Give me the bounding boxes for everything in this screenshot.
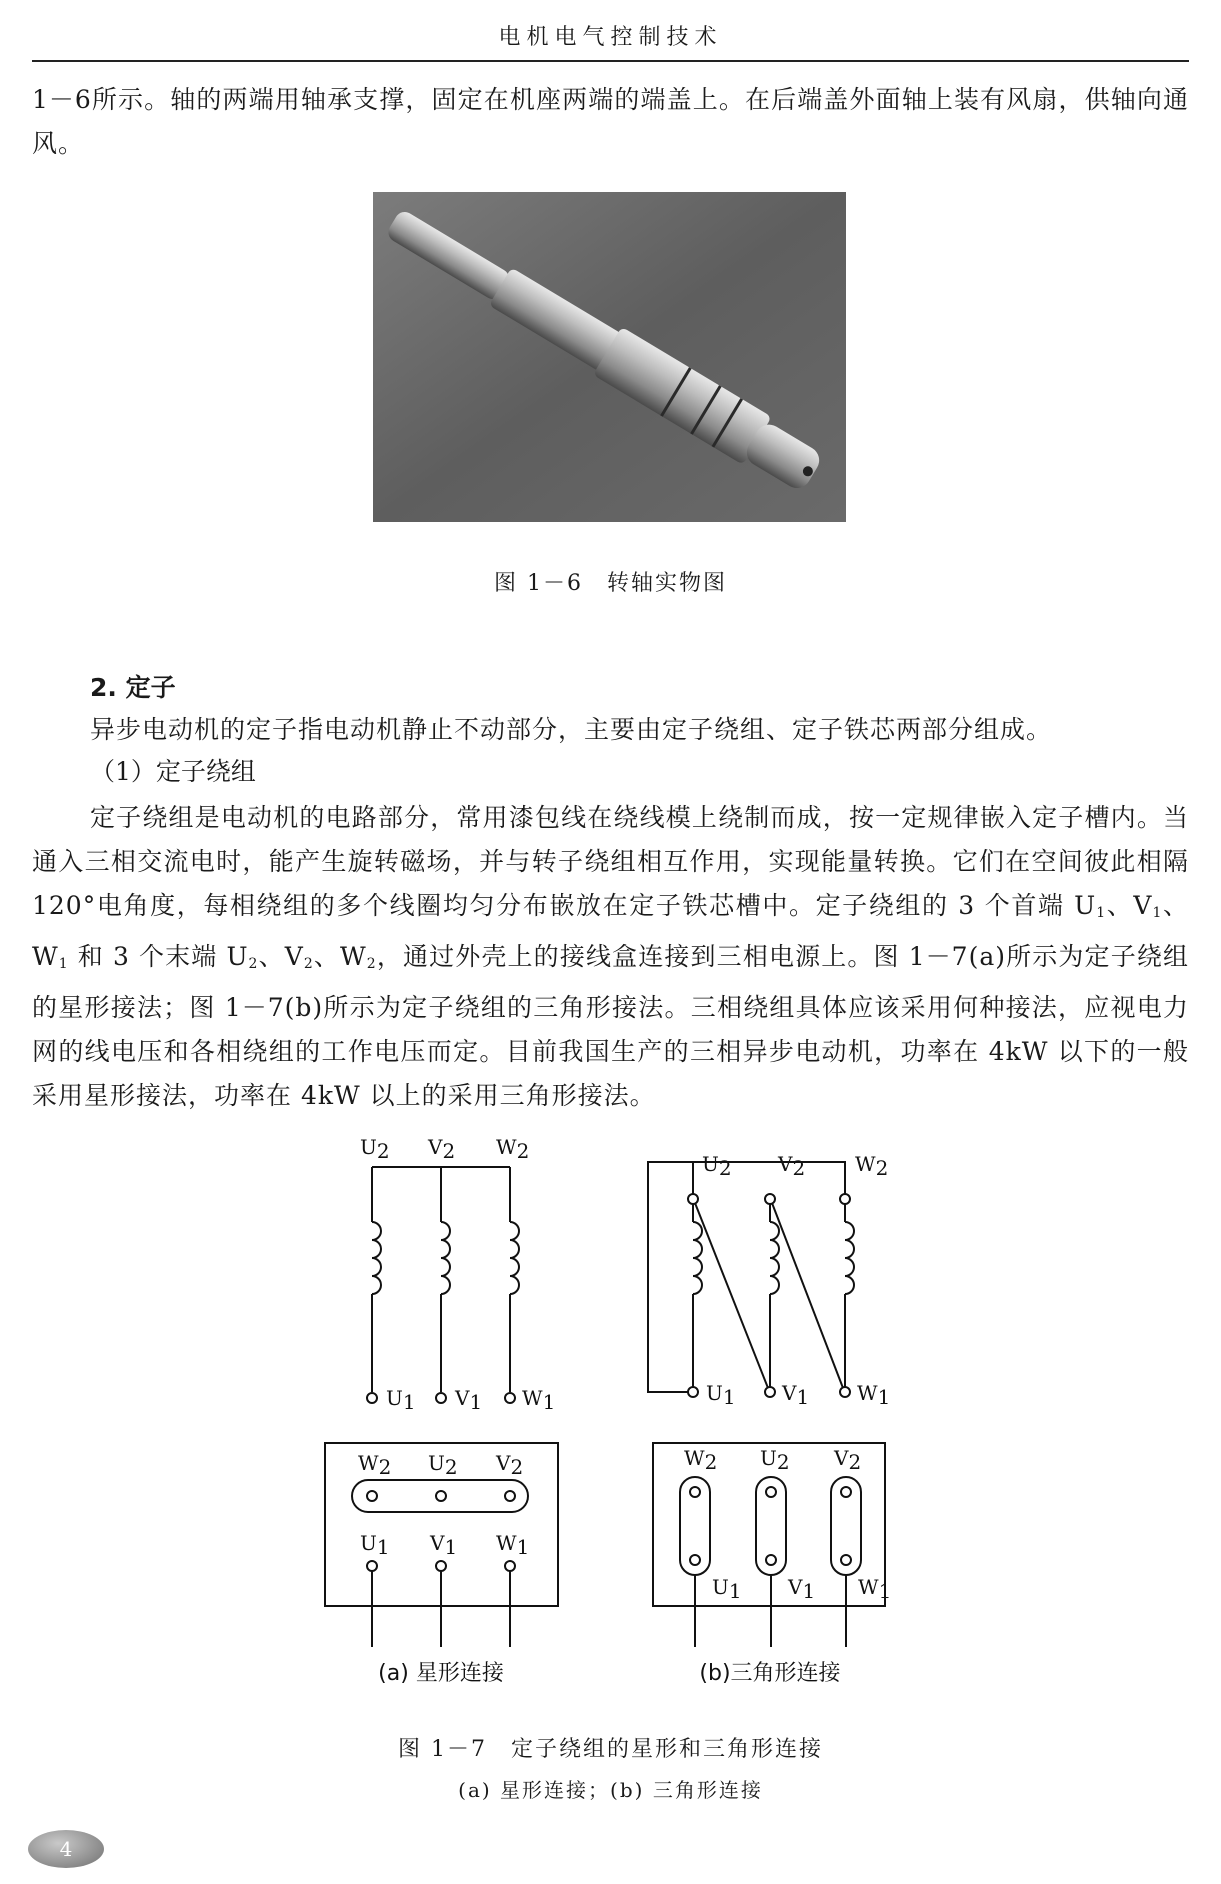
star-label-u2: U2 <box>360 1135 390 1163</box>
page-number: 4 <box>28 1830 104 1868</box>
subsection-heading: （1）定子绕组 <box>90 757 256 786</box>
figure-1-6-caption: 图 1－6 转轴实物图 <box>494 571 727 596</box>
delta-label-u1: U1 <box>706 1381 736 1409</box>
star-label-w2: W2 <box>496 1135 530 1163</box>
delta-label-w2: W2 <box>855 1152 889 1180</box>
delta-coil-w <box>845 1204 854 1387</box>
shaft-photo <box>373 192 846 522</box>
star-label-u1: U1 <box>386 1386 416 1414</box>
delta-label-v2: V2 <box>778 1152 806 1180</box>
delta-label-v1: V1 <box>782 1381 810 1409</box>
delta-label-w1: W1 <box>857 1381 891 1409</box>
star-box-label-u1: U1 <box>360 1531 390 1559</box>
star-label-v2: V2 <box>428 1135 456 1163</box>
star-coil-w <box>510 1167 519 1392</box>
section-heading: 2. 定子 <box>90 673 176 702</box>
star-label-v1: V1 <box>455 1386 483 1414</box>
running-header: 电机电气控制技术 <box>498 25 723 50</box>
delta-diagonal-2 <box>772 1203 843 1388</box>
delta-box-label-v1: V1 <box>788 1575 816 1603</box>
figure-1-7a-label: (a) 星形连接 <box>378 1661 504 1686</box>
delta-outer-link <box>648 1162 693 1392</box>
section-intro: 异步电动机的定子指电动机静止不动部分，主要由定子绕组、定子铁芯两部分组成。 <box>90 715 1053 744</box>
star-coil-u <box>372 1167 381 1392</box>
intro-paragraph: 1－6所示。轴的两端用轴承支撑，固定在机座两端的端盖上。在后端盖外面轴上装有风扇，供轴向通风。 <box>32 85 1189 158</box>
delta-box-label-w2: W2 <box>684 1446 718 1474</box>
delta-coil-v <box>770 1204 779 1387</box>
delta-box-label-u2: U2 <box>760 1446 790 1474</box>
delta-box-label-v2: V2 <box>834 1446 862 1474</box>
star-box-label-v1: V1 <box>430 1531 458 1559</box>
delta-label-u2: U2 <box>702 1152 732 1180</box>
delta-diagonal-1 <box>695 1203 768 1388</box>
star-label-w1: W1 <box>522 1386 556 1414</box>
star-box-label-w2: W2 <box>358 1451 392 1479</box>
figure-1-7b-label: (b)三角形连接 <box>699 1661 841 1686</box>
star-box-label-u2: U2 <box>428 1451 458 1479</box>
stator-winding-paragraph: 定子绕组是电动机的电路部分，常用漆包线在绕线模上绕制而成，按一定规律嵌入定子槽内。当通入三相交流电时，能产生旋转磁场，并与转子绕组相互作用，实现能量转换。它们在空间彼此相隔 120°电角度，每相绕组的多个线圈均匀分布嵌放在定子铁芯槽中。定子绕组的 3 个首端 $U_1$、$V_1$、$W_1$ 和 3 个末端 $U_2$、$V_2$、$W_2$，通过外壳上的接线盒连接到三相电源上。图 1－7(a)所示为定子绕组的星形接法；图 1－7(b)所示为定子绕组的三角形接法。三相绕组具体应该采用何种接法，应视电力网的线电压和各相绕组的工作电压而定。目前我国生产的三相异步电动机，功率在 4kW 以下的一般采用星形接法，功率在 4kW 以上的采用三角形接法。 <box>32 803 1189 1110</box>
star-box-label-v2: V2 <box>496 1451 524 1479</box>
delta-box-label-w1: W1 <box>858 1575 892 1603</box>
header-rule <box>32 60 1189 62</box>
figure-1-7-subcaption: (a) 星形连接；(b) 三角形连接 <box>458 1778 763 1802</box>
star-coil-v <box>441 1167 450 1392</box>
star-box-label-w1: W1 <box>496 1531 530 1559</box>
figure-1-7-diagram <box>0 1120 1221 1710</box>
delta-box-label-u1: U1 <box>712 1575 742 1603</box>
figure-1-7-caption: 图 1－7 定子绕组的星形和三角形连接 <box>398 1737 823 1762</box>
